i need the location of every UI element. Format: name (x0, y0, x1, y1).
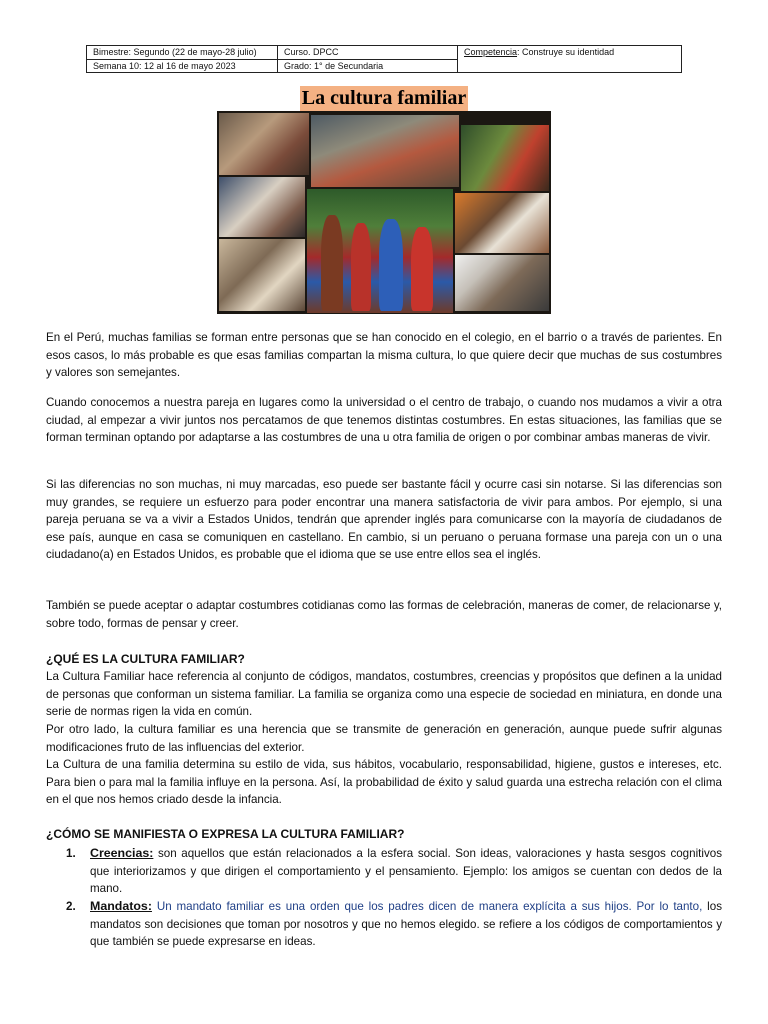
section-heading-como-se-manifiesta: ¿CÓMO SE MANIFIESTA O EXPRESA LA CULTURA FAMILIAR? (46, 827, 405, 841)
section1-paragraph-3: La Cultura de una familia determina su estilo de vida, sus hábitos, vocabulario, responsabilidad, higiene, gustos e intereses, etc. Para bien o para mal la familia influye en la persona. Así, la probabilidad de éxito y salud guarda una estrecha relación con el clima en el que nos hemos criado desde la infancia. (46, 758, 722, 807)
photo-family-portrait (455, 255, 549, 311)
competencia-value: : Construye su identidad (517, 47, 615, 57)
page-title: La cultura familiar (301, 87, 467, 109)
section1-paragraph-1: La Cultura Familiar hace referencia al conjunto de códigos, mandatos, costumbres, creencias y propósitos que definen a la unidad de personas que conforman un sistema familiar. La familia se organiza como una especie de sociedad en miniatura, en donde una serie de normas rigen la vida en común. (46, 670, 722, 719)
photo-large-family (311, 115, 459, 187)
section-heading-que-es: ¿QUÉ ES LA CULTURA FAMILIAR? (46, 652, 245, 666)
paragraph-1: En el Perú, muchas familias se forman entre personas que se han conocido en el colegio, en el barrio o a través de parientes. En esos casos, lo más probable es que esas familias compartan la misma cultura, lo que quiere decir que muchas de sus costumbres y valores son semejantes. (46, 331, 722, 380)
creencias-text: son aquellos que están relacionados a la esfera social. Son ideas, valoraciones y hasta sesgos cognitivos que interiorizamos y que dirigen el comportamiento y el pensamiento. Ejemplo: los amigos se cuentan con dedos de la mano. (90, 847, 722, 896)
header-semana: Semana 10: 12 al 16 de mayo 2023 (93, 61, 236, 71)
photo-family-outdoors (461, 125, 549, 191)
term-mandatos: Mandatos: (90, 899, 152, 913)
photo-couple (219, 177, 305, 237)
competencia-label: Competencia (464, 47, 518, 57)
term-creencias: Creencias: (90, 846, 154, 860)
header-table (86, 45, 682, 73)
photo-amazonian-family (307, 189, 453, 313)
paragraph-3: Si las diferencias no son muchas, ni muy marcadas, eso puede ser bastante fácil y ocurre casi sin notarse. Si las diferencias son muy grandes, se requiere un esfuerzo para poder encontrar una manera satisfactoria de vivir para ambos. Por ejemplo, si una pareja peruana se va a vivir a Estados Unidos, tendrán que aprender inglés para comunicarse con la mayoría de ciudadanos de ese país, aunque en casa se comuniquen en castellano. En cambio, si un peruano o peruana formase una pareja con un o una ciudadano(a) en Estados Unidos, es probable que el idioma que se use entre ellos sea el inglés. (46, 478, 722, 562)
paragraph-4: También se puede aceptar o adaptar costumbres cotidianas como las formas de celebración, maneras de comer, de relacionarse y, sobre todo, formas de pensar y creer. (46, 599, 722, 630)
mandatos-definition: Un mandato familiar es una orden que los padres dicen de manera explícita a sus hijos. Por lo tanto, (151, 900, 703, 913)
section1-paragraph-2: Por otro lado, la cultura familiar es una herencia que se transmite de generación en generación, aunque puede sufrir algunas modificaciones fruto de las influencias del exterior. (46, 723, 722, 754)
photo-family-celebration (455, 193, 549, 253)
paragraph-2: Cuando conocemos a nuestra pareja en lugares como la universidad o el centro de trabajo, o cuando nos mudamos a vivir a otra ciudad, al empezar a vivir juntos nos percatamos de que tenemos distintas costumbres. En estas situaciones, las familias que se forman terminan optando por adaptarse a las costumbres de una u otra familia de origen o por combinar ambas maneras de vivir. (46, 396, 722, 445)
list-number: 1. (66, 847, 76, 860)
list-number: 2. (66, 900, 76, 913)
header-grado: Grado: 1° de Secundaria (284, 61, 384, 71)
photo-family-group (219, 113, 309, 175)
family-photo-collage (217, 111, 551, 314)
list-item-mandatos (66, 898, 722, 952)
mandatos-text: los mandatos son decisiones que toman por nosotros y que no hemos elegido. se refiere a los códigos de comportamientos y que también se puede expresarse en ideas. (90, 900, 722, 949)
list-item-creencias (66, 845, 722, 899)
photo-family-meal (219, 239, 305, 311)
header-bimestre: Bimestre: Segundo (22 de mayo-28 julio) (93, 47, 257, 57)
header-competencia (458, 46, 682, 59)
header-curso: Curso. DPCC (284, 47, 339, 57)
